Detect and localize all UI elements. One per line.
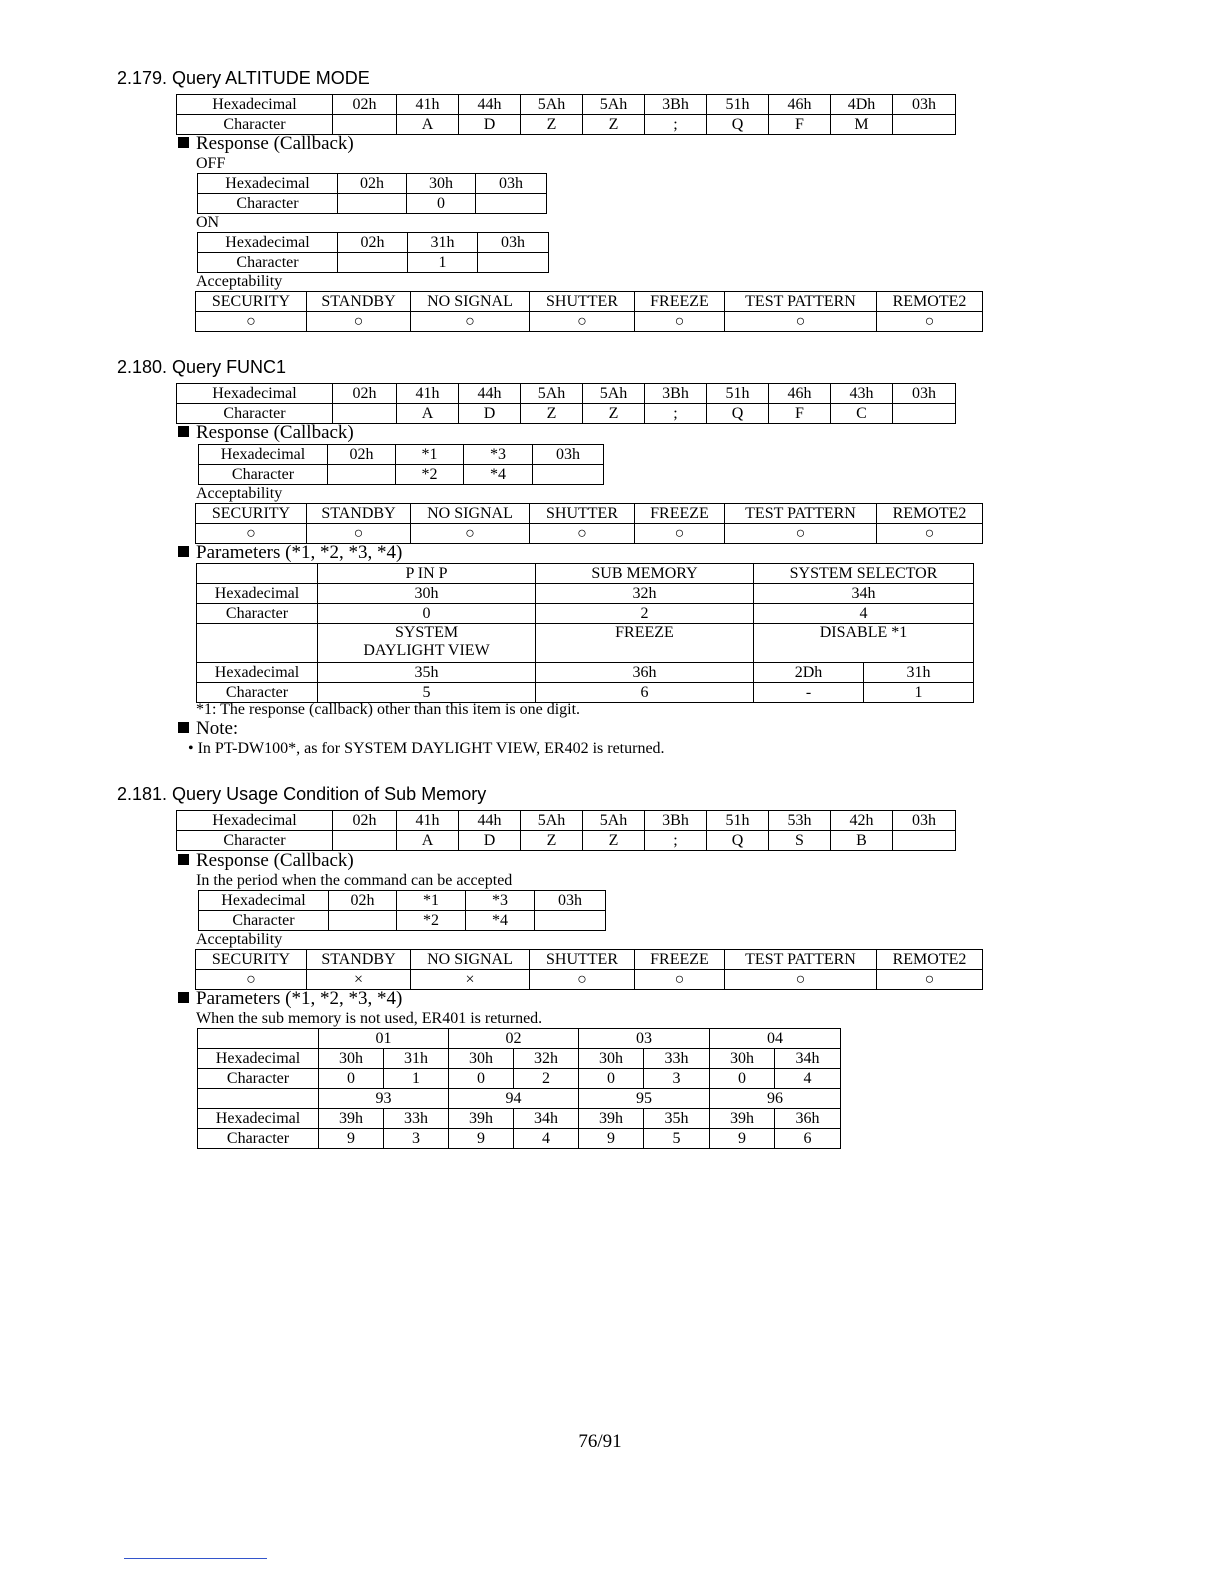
char-cell: F [769, 115, 831, 135]
char-cell: Z [583, 831, 645, 851]
hex-cell: 5Ah [583, 384, 645, 404]
parameters-heading [178, 542, 402, 564]
char-cell: 0 [710, 1069, 775, 1089]
hex-cell: 03h [478, 233, 549, 253]
acc-header: SHUTTER [530, 292, 635, 312]
acc-value: ○ [411, 524, 530, 544]
memory-number: 01 [319, 1029, 449, 1049]
acc-value: ○ [635, 312, 725, 332]
char-cell: Q [707, 831, 769, 851]
note-heading [178, 718, 238, 740]
char-cell: Q [707, 404, 769, 424]
char-cell: D [459, 831, 521, 851]
char-cell: - [754, 683, 864, 703]
parameters-note: When the sub memory is not used, ER401 is returned. [196, 1010, 543, 1027]
char-cell [333, 115, 397, 135]
char-cell [893, 404, 956, 424]
char-cell: 1 [864, 683, 974, 703]
bullet-square-icon [178, 426, 189, 437]
char-cell [333, 831, 397, 851]
row-label: Character [197, 604, 318, 624]
section-title: 2.180. Query FUNC1 [117, 357, 287, 377]
hex-cell: 51h [707, 384, 769, 404]
char-cell [338, 253, 408, 273]
hex-cell: 30h [579, 1049, 644, 1069]
hex-cell: 30h [449, 1049, 514, 1069]
char-cell: 3 [384, 1129, 449, 1149]
footer-link-underline [124, 1558, 267, 1559]
bullet-square-icon [178, 546, 189, 557]
char-cell: Z [521, 831, 583, 851]
char-cell: M [831, 115, 893, 135]
hex-cell: 3Bh [645, 384, 707, 404]
acc-header: NO SIGNAL [411, 950, 530, 970]
note-heading-text: Note: [196, 718, 239, 739]
param-name: SYSTEM DAYLIGHT VIEW [318, 624, 536, 663]
char-cell: 0 [319, 1069, 384, 1089]
acceptability-table [195, 291, 983, 332]
char-cell: 5 [318, 683, 536, 703]
char-cell: 4 [775, 1069, 841, 1089]
row-label: Character [198, 194, 338, 214]
char-cell: 0 [579, 1069, 644, 1089]
char-cell: Z [583, 404, 645, 424]
hex-cell: 39h [319, 1109, 384, 1129]
row-label: Character [177, 115, 333, 135]
acc-value: ○ [725, 312, 877, 332]
row-label: Character [199, 465, 328, 485]
hex-cell: 03h [893, 384, 956, 404]
char-cell [338, 194, 407, 214]
row-label: Hexadecimal [199, 891, 329, 911]
response-heading [178, 850, 354, 872]
char-cell [333, 404, 397, 424]
hex-cell: 51h [707, 95, 769, 115]
response-off-table [197, 173, 547, 214]
char-cell [535, 911, 606, 931]
parameters-heading [178, 988, 402, 1010]
hex-cell: 03h [533, 445, 604, 465]
hex-cell: 30h [710, 1049, 775, 1069]
footnote: *1: The response (callback) other than this item is one digit. [196, 701, 581, 718]
hex-cell: 02h [338, 174, 407, 194]
char-cell: 1 [408, 253, 478, 273]
row-label: Hexadecimal [198, 174, 338, 194]
blank-cell [197, 624, 318, 663]
hex-cell: 03h [535, 891, 606, 911]
char-cell: *2 [397, 911, 466, 931]
hex-cell: *3 [464, 445, 533, 465]
param-name: DISABLE *1 [754, 624, 974, 663]
param-name: SUB MEMORY [536, 564, 754, 584]
memory-number: 94 [449, 1089, 579, 1109]
hex-cell: 34h [514, 1109, 579, 1129]
acc-value: ○ [307, 312, 411, 332]
bullet-square-icon [178, 722, 189, 733]
memory-number: 93 [319, 1089, 449, 1109]
char-cell: S [769, 831, 831, 851]
acceptability-label: Acceptability [196, 485, 283, 502]
hex-cell: 42h [831, 811, 893, 831]
row-label: Hexadecimal [177, 811, 333, 831]
hex-cell: 02h [333, 811, 397, 831]
command-table [176, 810, 956, 851]
response-on-table [197, 232, 549, 273]
acceptability-table [195, 949, 983, 990]
char-cell: ; [645, 115, 707, 135]
hex-cell: 33h [644, 1049, 710, 1069]
blank-cell [198, 1029, 319, 1049]
hex-cell: 30h [318, 584, 536, 604]
row-label: Hexadecimal [198, 233, 338, 253]
char-cell: ; [645, 831, 707, 851]
char-cell: Q [707, 115, 769, 135]
param-name: FREEZE [536, 624, 754, 663]
char-cell [328, 465, 396, 485]
acc-header: TEST PATTERN [725, 504, 877, 524]
char-cell: A [397, 404, 459, 424]
char-cell: D [459, 115, 521, 135]
char-cell: 1 [384, 1069, 449, 1089]
memory-number: 02 [449, 1029, 579, 1049]
char-cell: A [397, 115, 459, 135]
hex-cell: 5Ah [521, 811, 583, 831]
char-cell: F [769, 404, 831, 424]
response-table [198, 890, 606, 931]
acc-value: ○ [877, 312, 983, 332]
char-cell [478, 253, 549, 273]
acc-value: ○ [635, 970, 725, 990]
row-label: Character [198, 1129, 319, 1149]
acc-value: ○ [196, 312, 307, 332]
acceptability-label: Acceptability [196, 273, 283, 290]
hex-cell: 53h [769, 811, 831, 831]
period-label: In the period when the command can be accepted [196, 872, 513, 889]
char-cell: 9 [710, 1129, 775, 1149]
hex-cell: 03h [893, 95, 956, 115]
hex-cell: 44h [459, 384, 521, 404]
char-cell: B [831, 831, 893, 851]
parameters-heading-text: Parameters (*1, *2, *3, *4) [196, 542, 403, 563]
param-name: SYSTEM SELECTOR [754, 564, 974, 584]
response-heading-text: Response (Callback) [196, 133, 354, 154]
char-cell [533, 465, 604, 485]
hex-cell: 39h [579, 1109, 644, 1129]
acc-header: NO SIGNAL [411, 504, 530, 524]
char-cell: 3 [644, 1069, 710, 1089]
char-cell: 0 [449, 1069, 514, 1089]
response-heading-text: Response (Callback) [196, 850, 354, 871]
hex-cell: *1 [397, 891, 466, 911]
char-cell: C [831, 404, 893, 424]
char-cell: 0 [407, 194, 476, 214]
char-cell: A [397, 831, 459, 851]
char-cell [893, 115, 956, 135]
acc-value: ○ [725, 524, 877, 544]
char-cell: *4 [464, 465, 533, 485]
char-cell: Z [521, 115, 583, 135]
page-number: 76/91 [578, 1431, 622, 1452]
hex-cell: 41h [397, 811, 459, 831]
char-cell: D [459, 404, 521, 424]
acc-value: ○ [196, 524, 307, 544]
char-cell: 0 [318, 604, 536, 624]
acc-value: × [307, 970, 411, 990]
hex-cell: 33h [384, 1109, 449, 1129]
row-label: Character [177, 831, 333, 851]
char-cell: 9 [449, 1129, 514, 1149]
char-cell: 9 [579, 1129, 644, 1149]
row-label: Hexadecimal [199, 445, 328, 465]
acceptability-table [195, 503, 983, 544]
response-heading [178, 133, 354, 155]
char-cell [476, 194, 547, 214]
hex-cell: 02h [328, 445, 396, 465]
memory-number: 04 [710, 1029, 841, 1049]
acc-header: TEST PATTERN [725, 950, 877, 970]
row-label: Hexadecimal [198, 1109, 319, 1129]
blank-cell [197, 564, 318, 584]
acc-header: SECURITY [196, 504, 307, 524]
acc-header: NO SIGNAL [411, 292, 530, 312]
note-text: • In PT-DW100*, as for SYSTEM DAYLIGHT VIEW, ER402 is returned. [188, 740, 665, 757]
hex-cell: 51h [707, 811, 769, 831]
acc-value: ○ [877, 970, 983, 990]
row-label: Hexadecimal [198, 1049, 319, 1069]
row-label: Character [198, 1069, 319, 1089]
section-title: 2.181. Query Usage Condition of Sub Memory [117, 784, 487, 804]
hex-cell: 3Bh [645, 95, 707, 115]
hex-cell: 43h [831, 384, 893, 404]
section-title: 2.179. Query ALTITUDE MODE [117, 68, 370, 88]
row-label: Hexadecimal [177, 384, 333, 404]
char-cell [893, 831, 956, 851]
bullet-square-icon [178, 854, 189, 865]
hex-cell: 31h [384, 1049, 449, 1069]
hex-cell: 32h [514, 1049, 579, 1069]
hex-cell: 2Dh [754, 663, 864, 683]
hex-cell: 4Dh [831, 95, 893, 115]
response-table [198, 444, 604, 485]
acc-header: FREEZE [635, 292, 725, 312]
acc-value: ○ [877, 524, 983, 544]
param-name: P IN P [318, 564, 536, 584]
hex-cell: 32h [536, 584, 754, 604]
acc-header: REMOTE2 [877, 292, 983, 312]
hex-cell: 30h [319, 1049, 384, 1069]
acc-header: SECURITY [196, 292, 307, 312]
acc-value: ○ [725, 970, 877, 990]
row-label: Character [197, 683, 318, 703]
hex-cell: 5Ah [583, 811, 645, 831]
acc-value: ○ [196, 970, 307, 990]
hex-cell: *3 [466, 891, 535, 911]
hex-cell: 36h [775, 1109, 841, 1129]
acc-value: ○ [530, 970, 635, 990]
char-cell: *2 [396, 465, 464, 485]
acc-header: SHUTTER [530, 950, 635, 970]
char-cell: 4 [754, 604, 974, 624]
hex-cell: 41h [397, 95, 459, 115]
memory-number: 96 [710, 1089, 841, 1109]
hex-cell: 44h [459, 95, 521, 115]
char-cell: 2 [536, 604, 754, 624]
row-label: Hexadecimal [177, 95, 333, 115]
hex-cell: 02h [333, 384, 397, 404]
char-cell: 9 [319, 1129, 384, 1149]
hex-cell: 5Ah [521, 95, 583, 115]
hex-cell: 3Bh [645, 811, 707, 831]
memory-number: 95 [579, 1089, 710, 1109]
hex-cell: 03h [476, 174, 547, 194]
char-cell: Z [583, 115, 645, 135]
char-cell: ; [645, 404, 707, 424]
hex-cell: 34h [775, 1049, 841, 1069]
acc-value: ○ [635, 524, 725, 544]
acc-header: STANDBY [307, 292, 411, 312]
acc-header: FREEZE [635, 504, 725, 524]
parameters-table [196, 563, 974, 703]
acc-value: × [411, 970, 530, 990]
hex-cell: 02h [338, 233, 408, 253]
hex-cell: 02h [333, 95, 397, 115]
hex-cell: *1 [396, 445, 464, 465]
hex-cell: 41h [397, 384, 459, 404]
hex-cell: 31h [864, 663, 974, 683]
response-heading [178, 422, 354, 444]
char-cell: 6 [775, 1129, 841, 1149]
hex-cell: 46h [769, 384, 831, 404]
hex-cell: 5Ah [521, 384, 583, 404]
hex-cell: 31h [408, 233, 478, 253]
command-table [176, 383, 956, 424]
bullet-square-icon [178, 137, 189, 148]
row-label: Hexadecimal [197, 584, 318, 604]
blank-cell [198, 1089, 319, 1109]
acc-value: ○ [530, 312, 635, 332]
acc-header: STANDBY [307, 950, 411, 970]
hex-cell: 30h [407, 174, 476, 194]
acc-header: STANDBY [307, 504, 411, 524]
row-label: Character [198, 253, 338, 273]
row-label: Hexadecimal [197, 663, 318, 683]
bullet-square-icon [178, 992, 189, 1003]
char-cell [329, 911, 397, 931]
on-label: ON [196, 214, 220, 231]
acceptability-label: Acceptability [196, 931, 283, 948]
char-cell: 5 [644, 1129, 710, 1149]
off-label: OFF [196, 155, 226, 172]
char-cell: *4 [466, 911, 535, 931]
hex-cell: 39h [449, 1109, 514, 1129]
hex-cell: 35h [318, 663, 536, 683]
hex-cell: 5Ah [583, 95, 645, 115]
acc-header: TEST PATTERN [725, 292, 877, 312]
acc-header: SHUTTER [530, 504, 635, 524]
row-label: Character [199, 911, 329, 931]
char-cell: 2 [514, 1069, 579, 1089]
hex-cell: 02h [329, 891, 397, 911]
char-cell: Z [521, 404, 583, 424]
acc-header: REMOTE2 [877, 950, 983, 970]
hex-cell: 34h [754, 584, 974, 604]
hex-cell: 46h [769, 95, 831, 115]
char-cell: 4 [514, 1129, 579, 1149]
hex-cell: 03h [893, 811, 956, 831]
command-table [176, 94, 956, 135]
hex-cell: 36h [536, 663, 754, 683]
acc-header: REMOTE2 [877, 504, 983, 524]
parameters-heading-text: Parameters (*1, *2, *3, *4) [196, 988, 403, 1009]
row-label: Character [177, 404, 333, 424]
response-heading-text: Response (Callback) [196, 422, 354, 443]
hex-cell: 44h [459, 811, 521, 831]
acc-value: ○ [411, 312, 530, 332]
acc-header: FREEZE [635, 950, 725, 970]
sub-memory-parameters-table [197, 1028, 841, 1149]
acc-header: SECURITY [196, 950, 307, 970]
hex-cell: 39h [710, 1109, 775, 1129]
acc-value: ○ [307, 524, 411, 544]
char-cell: 6 [536, 683, 754, 703]
acc-value: ○ [530, 524, 635, 544]
hex-cell: 35h [644, 1109, 710, 1129]
memory-number: 03 [579, 1029, 710, 1049]
